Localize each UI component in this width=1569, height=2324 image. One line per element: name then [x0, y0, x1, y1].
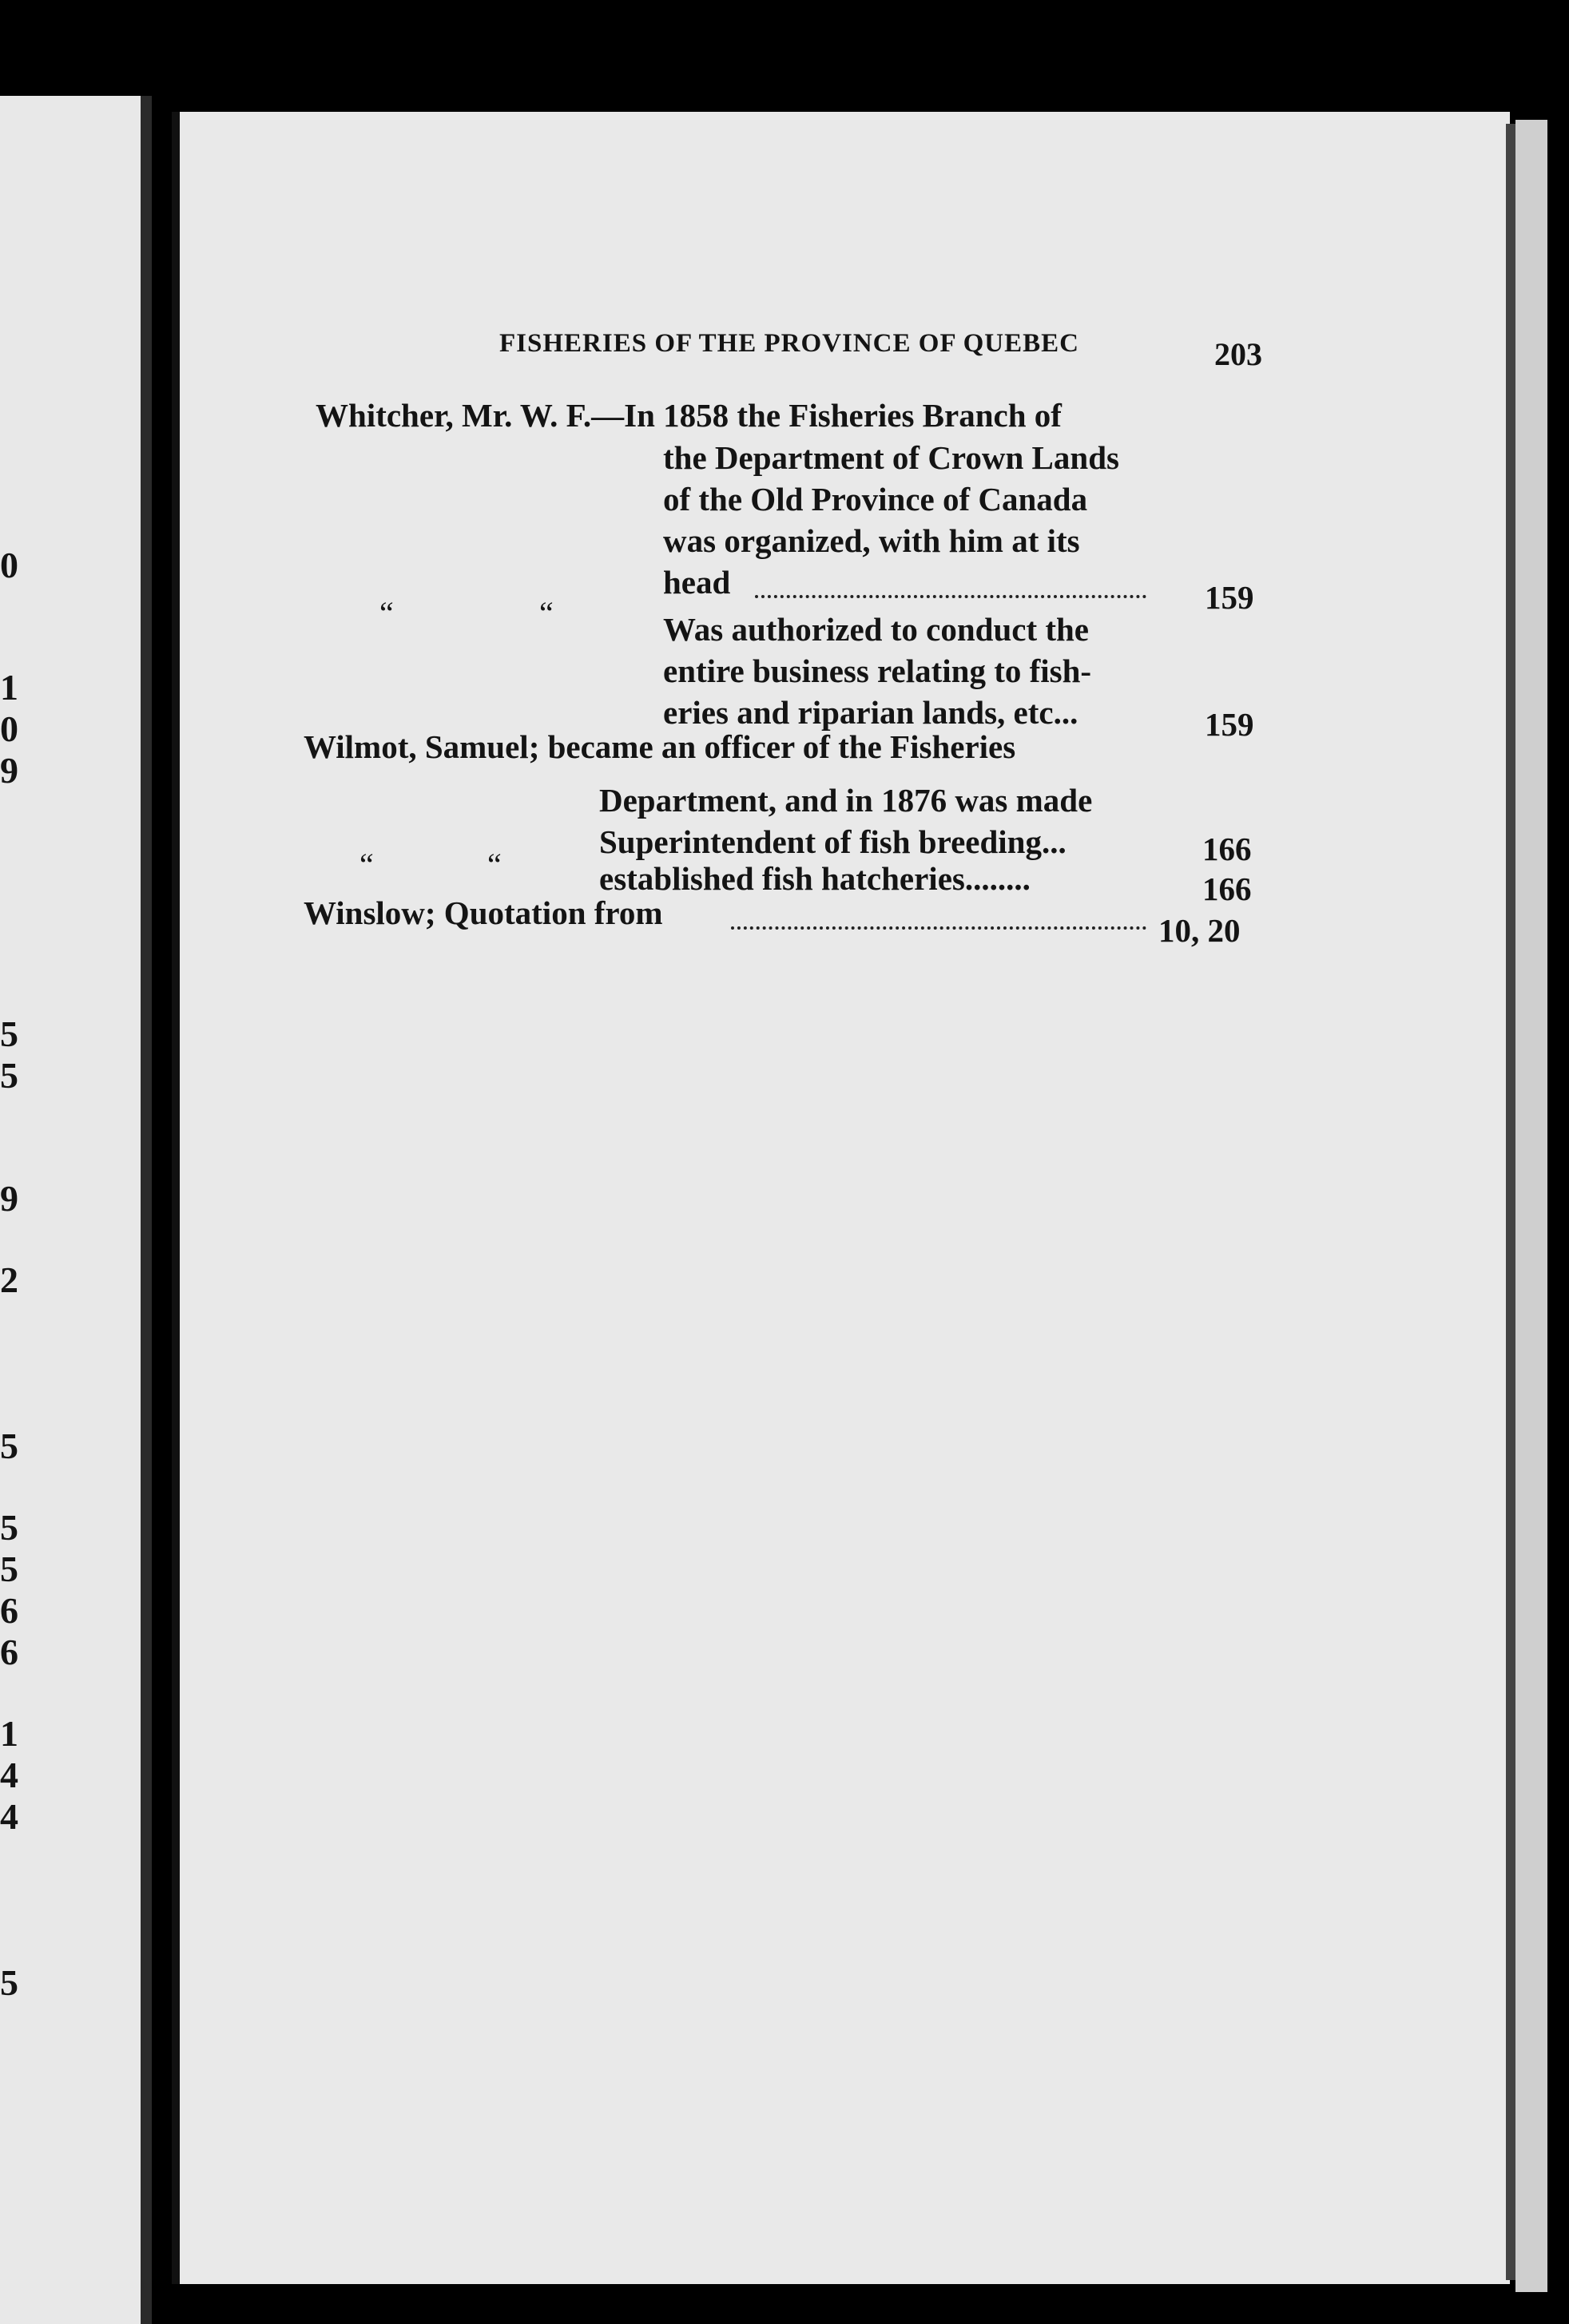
entry-line: entire business relating to fish-	[663, 652, 1092, 689]
entry-line: of the Old Province of Canada	[663, 481, 1088, 518]
page-reference: 10, 20	[1158, 912, 1241, 949]
margin-number: 5	[0, 1055, 18, 1096]
margin-number: 5	[0, 1962, 18, 2003]
margin-number: 6	[0, 1590, 18, 1631]
book-spine	[141, 96, 152, 2324]
entry-line: established fish hatcheries........	[599, 860, 1031, 897]
entry-heading: Wilmot, Samuel; became an officer of the Fisheries	[304, 728, 1016, 765]
page-reference: 159	[1205, 706, 1254, 743]
entry-line: the Department of Crown Lands	[663, 439, 1119, 476]
margin-number: 4	[0, 1796, 18, 1837]
entry-heading: Whitcher, Mr. W. F.—In 1858 the Fisheries Branch of	[316, 397, 1062, 434]
ditto-mark: “	[379, 595, 394, 631]
margin-number: 0	[0, 545, 18, 585]
entry-line: was organized, with him at its	[663, 522, 1080, 559]
entry-line: Department, and in 1876 was made	[599, 782, 1093, 819]
margin-number: 9	[0, 750, 18, 791]
page-edge-shadow	[1506, 124, 1515, 2280]
next-page-edge	[1515, 120, 1547, 2292]
margin-number: 5	[0, 1549, 18, 1589]
margin-number: 5	[0, 1426, 18, 1466]
page-reference: 166	[1202, 831, 1252, 867]
left-page-fragment	[0, 96, 152, 2324]
ditto-mark: “	[359, 847, 374, 882]
margin-number: 5	[0, 1507, 18, 1548]
dot-leader	[731, 926, 1146, 930]
margin-number: 4	[0, 1755, 18, 1795]
index-page	[172, 112, 1510, 2284]
margin-number: 1	[0, 1713, 18, 1754]
running-header: FISHERIES OF THE PROVINCE OF QUEBEC	[499, 329, 1079, 358]
ditto-mark: “	[487, 847, 502, 882]
margin-number: 5	[0, 1013, 18, 1054]
page-reference: 159	[1205, 579, 1254, 616]
page-number: 203	[1214, 336, 1262, 372]
margin-number: 9	[0, 1178, 18, 1219]
entry-line: Was authorized to conduct the	[663, 611, 1089, 648]
entry-heading: Winslow; Quotation from	[304, 894, 663, 931]
entry-line: Superintendent of fish breeding...	[599, 823, 1067, 860]
dot-leader	[755, 595, 1146, 598]
ditto-mark: “	[539, 595, 554, 631]
margin-number: 1	[0, 667, 18, 708]
margin-number: 2	[0, 1259, 18, 1300]
entry-line: eries and riparian lands, etc...	[663, 694, 1078, 731]
page-reference: 166	[1202, 871, 1252, 907]
margin-number: 6	[0, 1632, 18, 1672]
entry-line: head	[663, 564, 731, 601]
margin-number: 0	[0, 708, 18, 749]
